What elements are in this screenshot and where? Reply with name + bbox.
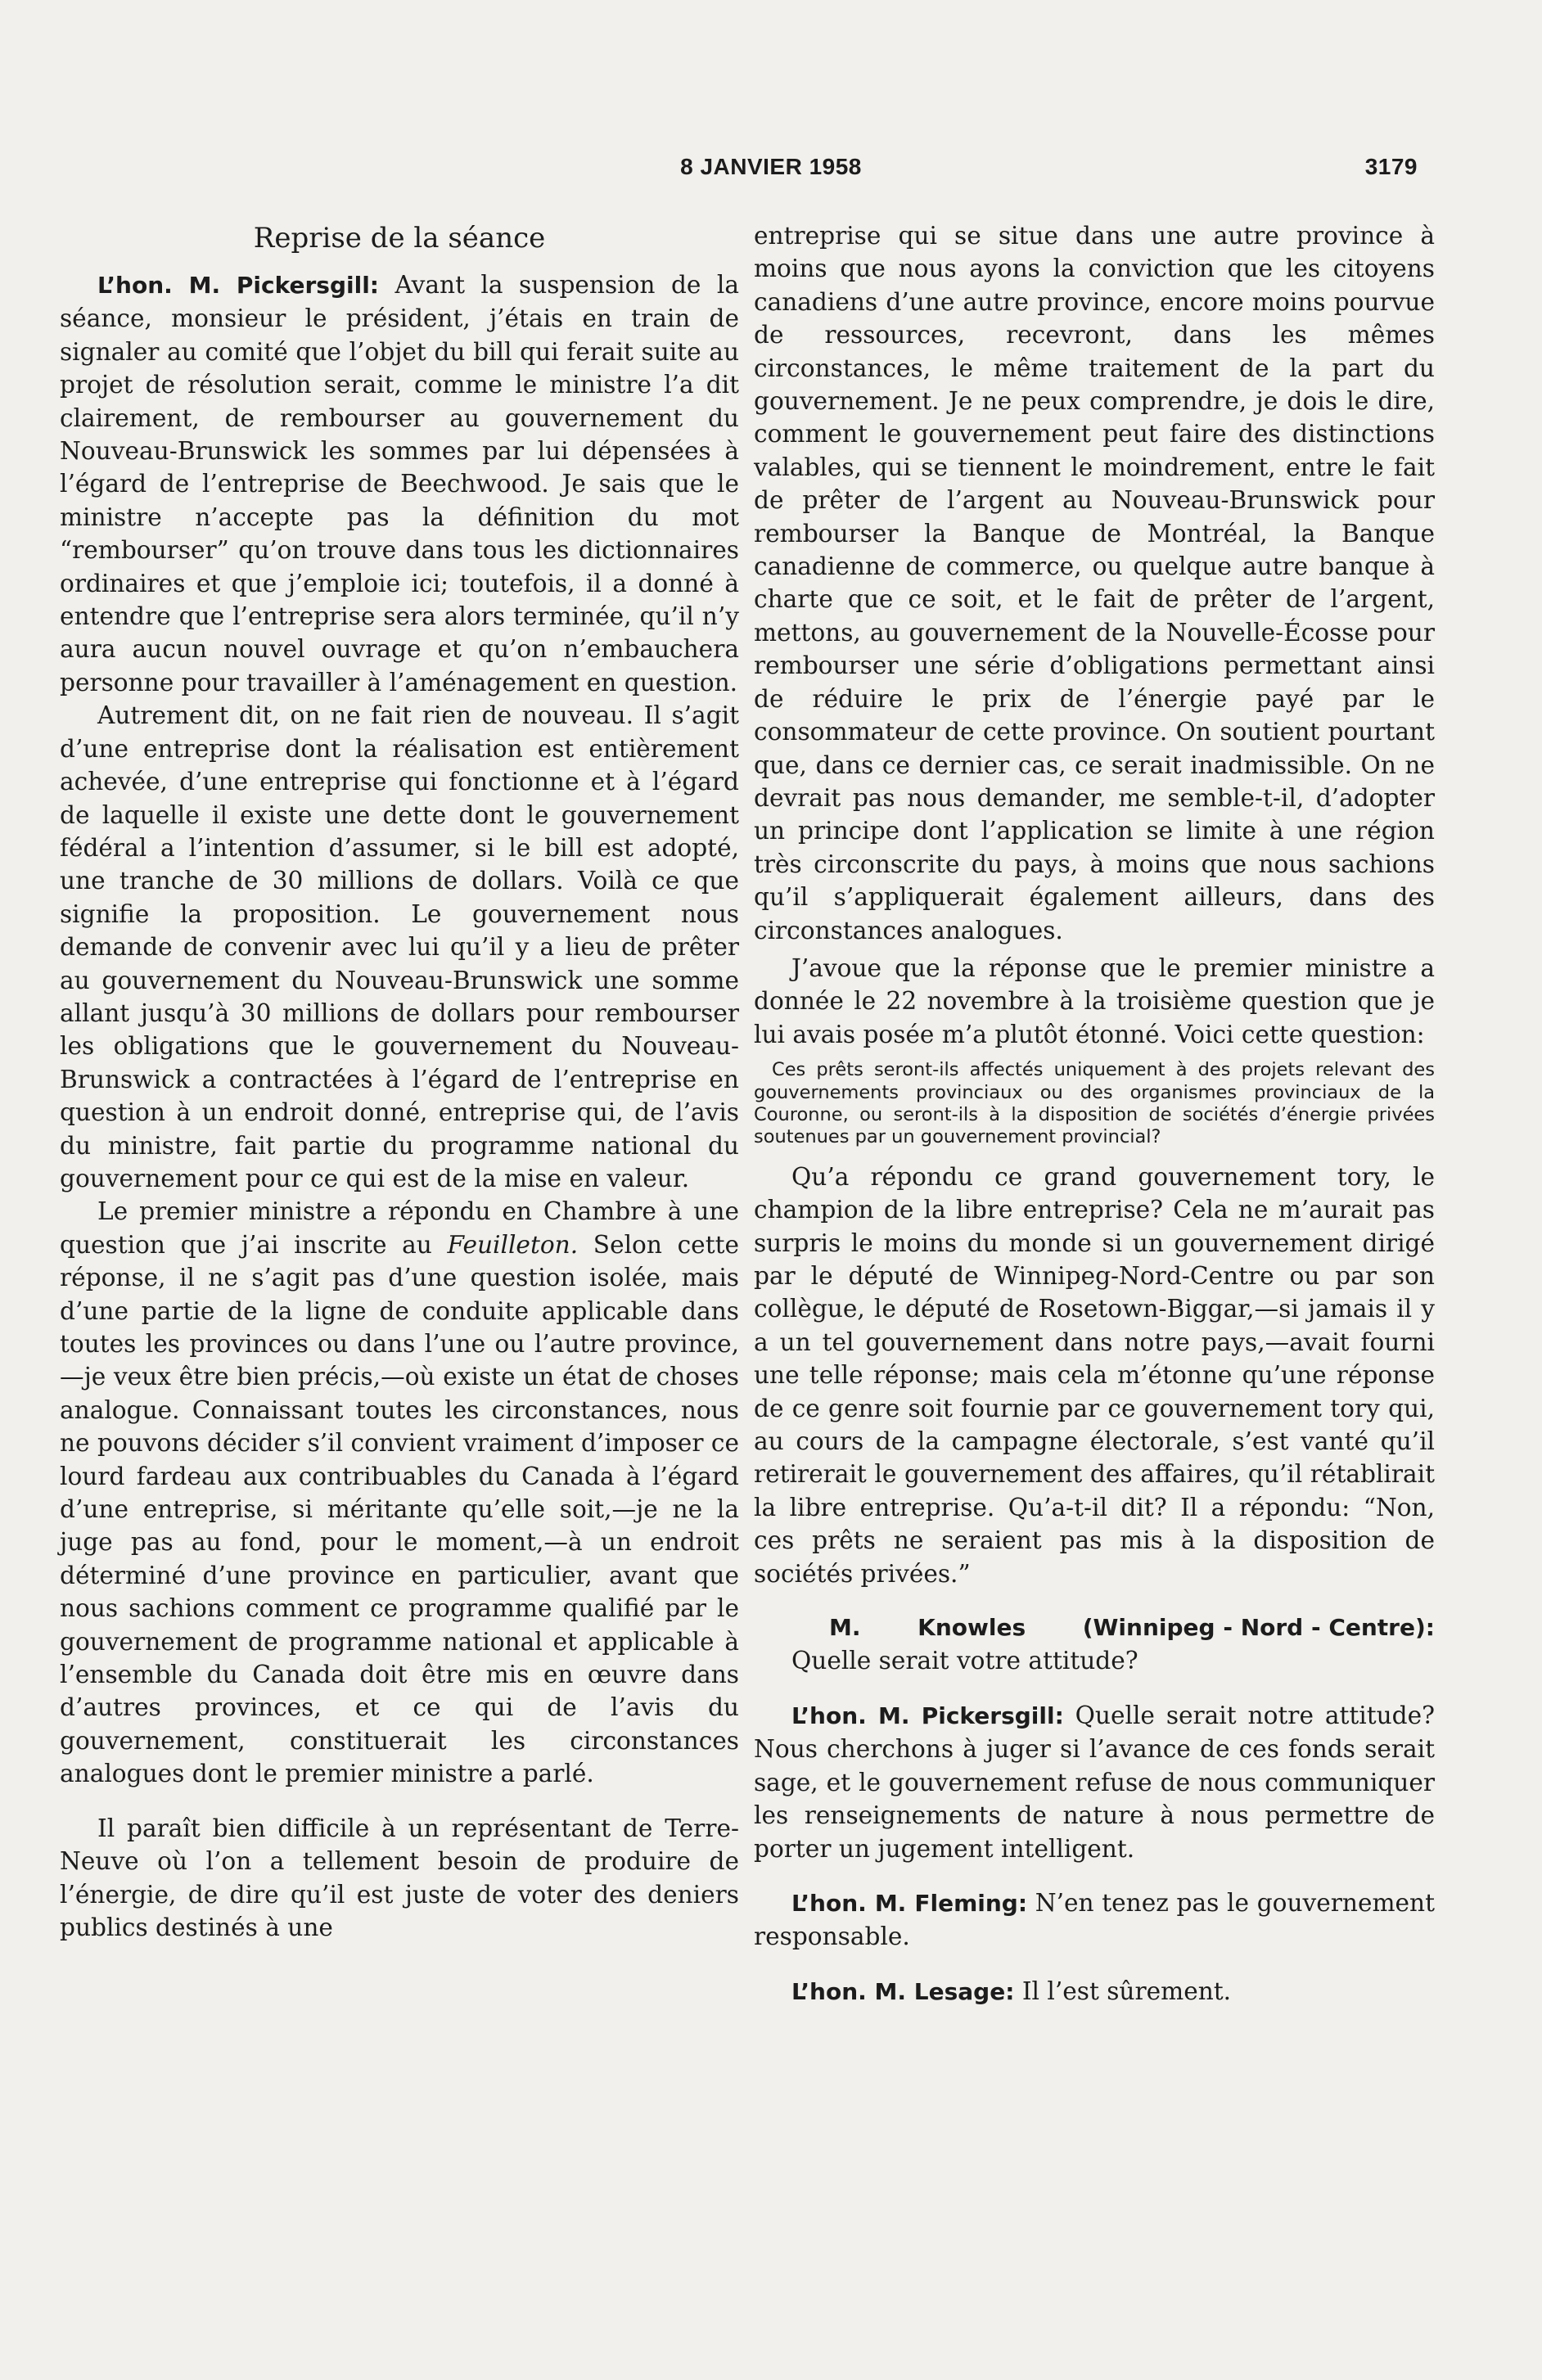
paragraph-pickersgill-1 xyxy=(60,268,739,699)
paragraph: Autrement dit, on ne fait rien de nouveau. Il s’agit d’une entreprise dont la réalisation est entièrement achevée, d’une entreprise qui fonctionne et à l’égard de laquelle il existe une dette dont le gouvernement fédéral a l’intention d’assumer, si le bill est adopté, une tranche de 30 millions de dollars. Voilà ce que signifie la proposition. Le gouvernement nous demande de convenir avec lui qu’il y a lieu de prêter au gouvernement du Nouveau-Brunswick une somme allant jusqu’à 30 millions de dollars pour rembourser les obligations que le gouvernement du Nouveau-Brunswick a contractées à l’égard de l’entreprise en question à un endroit donné, entreprise qui, de l’avis du ministre, fait partie du programme national du gouvernement pour ce qui est de la mise en valeur. xyxy=(60,701,739,1192)
paragraph-text: Le premier ministre a répondu en Chambre à une question que j’ai inscrite au xyxy=(60,1197,739,1259)
paragraph-text: Quelle serait votre attitude? xyxy=(791,1647,1138,1675)
paragraph-feuilleton xyxy=(60,1195,739,1790)
speaker-name: L’hon. M. Fleming: xyxy=(791,1889,1028,1917)
speaker-name: L’hon. M. Pickersgill: xyxy=(97,272,379,299)
paragraph-text: Avant la suspension de la séance, monsieur le président, j’étais en train de signaler au comité que l’objet du bill qui ferait suite au projet de résolution serait, comme le ministre l’a dit clairement, de rembourser au gouvernement du Nouveau-Brunswick les sommes par lui dépensées à l’égard de l’entreprise de Beechwood. Je sais que le ministre n’accepte pas la définition du mot “rembourser” qu’on trouve dans tous les dictionnaires ordinaires et que j’emploie ici; toutefois, il a donné à entendre que l’entreprise sera alors terminée, qu’il n’y aura aucun nouvel ouvrage et qu’on n’embauchera personne pour travailler à l’aménagement en question. xyxy=(60,271,739,696)
right-column xyxy=(754,219,1435,2008)
paragraph-text: N’en tenez pas le gouvernement responsable. xyxy=(754,1888,1435,1951)
left-column xyxy=(60,219,739,1944)
paragraph: J’avoue que la réponse que le premier ministre a donnée le 22 novembre à la troisième question que je lui avais posée m’a plutôt étonné. Voici cette question: xyxy=(754,953,1435,1048)
quoted-question: Ces prêts seront-ils affectés uniquement à des projets relevant des gouvernements provinciaux ou des organismes provinciaux de la Couronne, ou seront-ils à la disposition de sociétés d’énergie privées soutenues par un gouvernement provincial? xyxy=(754,1059,1435,1148)
speaker-title: M. xyxy=(829,1614,861,1642)
speaker-name: Knowles xyxy=(918,1614,1026,1642)
paragraph-text: Quelle serait notre attitude? Nous cherchons à juger si l’avance de ces fonds serait sage, et le gouvernement refuse de nous communiquer les renseignements de nature à nous permettre de porter un jugement intelligent. xyxy=(754,1701,1436,1863)
paragraph-fleming xyxy=(754,1886,1435,1954)
page-header xyxy=(0,154,1542,195)
knowles-speaker-line xyxy=(754,1611,1435,1644)
italic-text: Feuilleton. xyxy=(447,1230,579,1259)
page-number: 3179 xyxy=(1364,154,1418,179)
paragraph: Qu’a répondu ce grand gouvernement tory, le champion de la libre entreprise? Cela ne m’aurait pas surpris le moins du monde si un gouvernement dirigé par le député de Winnipeg-Nord-Centre ou par son collègue, le député de Rosetown-Biggar,—si jamais il y a un tel gouvernement dans notre pays,—avait fourni une telle réponse; mais cela m’étonne qu’une réponse de ce genre soit fournie par ce gouvernement tory qui, au cours de la campagne électorale, s’est vanté qu’il retirerait le gouvernement des affaires, qu’il rétablirait la libre entreprise. Qu’a-t-il dit? Il a répondu: “Non, ces prêts ne seraient pas mis à la disposition de sociétés privées.” xyxy=(754,1162,1435,1588)
paragraph-text: Il l’est sûrement. xyxy=(1014,1977,1232,2005)
paragraph-pickersgill-2 xyxy=(754,1699,1435,1865)
speaker-riding: (Winnipeg - Nord - Centre): xyxy=(1082,1614,1435,1642)
paragraph: entreprise qui se situe dans une autre province à moins que nous ayons la conviction que les citoyens canadiens d’une autre province, encore moins pourvue de ressources, recevront, dans les mêmes circonstances, le même traitement de la part du gouvernement. Je ne peux comprendre, je dois le dire, comment le gouvernement peut faire des distinctions valables, qui se tiennent le moindrement, entre le fait de prêter de l’argent au Nouveau-Brunswick pour rembourser la Banque de Montréal, la Banque canadienne de commerce, ou quelque autre banque à charte que ce soit, et le fait de prêter de l’argent, mettons, au gouvernement de la Nouvelle-Écosse pour rembourser une série d’obligations permettant ainsi de réduire le prix de l’énergie payé par le consommateur de cette province. On soutient pourtant que, dans ce dernier cas, ce serait inadmissible. On ne devrait pas nous demander, me semble-t-il, d’adopter un principe dont l’application se limite à une région très circonscrite du pays, à moins que nous sachions qu’il s’appliquerait également ailleurs, dans des circonstances analogues. xyxy=(754,222,1435,944)
paragraph-knowles xyxy=(754,1611,1435,1678)
speaker-name: L’hon. M. Pickersgill: xyxy=(791,1702,1064,1729)
paragraph-lesage xyxy=(754,1975,1435,2008)
section-title: Reprise de la séance xyxy=(253,222,546,255)
paragraph-text: Selon cette réponse, il ne s’agit pas d’une question isolée, mais d’une partie de la ligne de conduite applicable dans toutes les provinces ou dans l’une ou l’autre province,—je veux être bien précis,—où existe un état de choses analogue. Connaissant toutes les circonstances, nous ne pouvons décider s’il convient vraiment d’imposer ce lourd fardeau aux contribuables du Canada à l’égard d’une entreprise, si méritante qu’elle soit,—je ne la juge pas au fond, pour le moment,—à un endroit déterminé d’une province en particulier, avant que nous sachions comment ce programme qualifié par le gouvernement de programme national et applicable à l’ensemble du Canada doit être mis en œuvre dans d’autres provinces, et ce qui de l’avis du gouvernement, constituerait les circonstances analogues dont le premier ministre a parlé. xyxy=(60,1230,739,1788)
speaker-name: L’hon. M. Lesage: xyxy=(791,1977,1015,2005)
header-date: 8 JANVIER 1958 xyxy=(680,154,862,179)
paragraph: Il paraît bien difficile à un représentant de Terre-Neuve où l’on a tellement besoin de produire de l’énergie, de dire qu’il est juste de voter des deniers publics destinés à une xyxy=(60,1814,739,1941)
